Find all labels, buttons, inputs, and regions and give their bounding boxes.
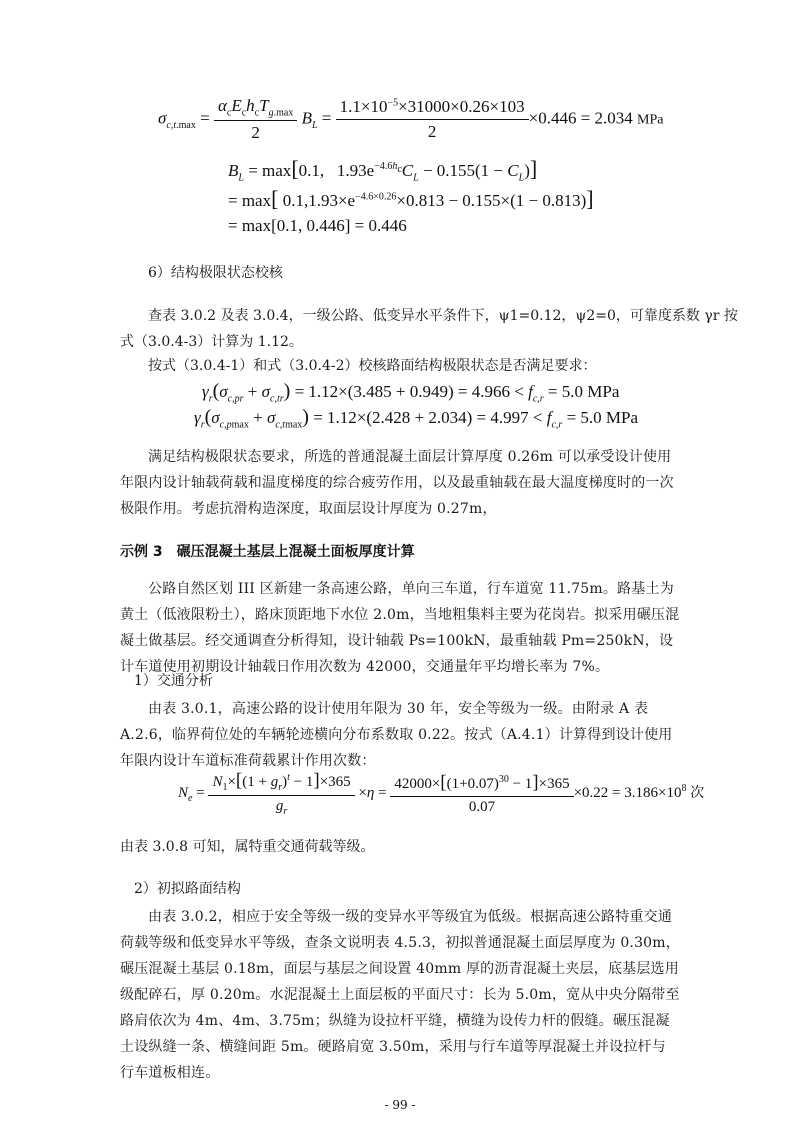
- example-3-intro: 公路自然区划 III 区新建一条高速公路，单向三车道，行车道宽 11.75m。路基土为黄土（低液限粉土），路床顶距地下水位 2.0m，当地粗集料主要为花岗岩。拟采用碾压混凝土做基层。经交通调查分析得知，设计轴载 Ps=100kN，最重轴载 Pm=250kN，设计车道使用初期设计轴载日作用次数为 42000，交通量年平均增长率为 7%。: [120, 581, 680, 675]
- page-number: - 99 -: [384, 1098, 416, 1112]
- subsection-2-text: 由表 3.0.2，相应于安全等级一级的变异水平等级宜为低级。根据高速公路特重交通荷载等级和低变异水平等级，查条文说明表 4.5.3，初拟普通混凝土面层厚度为 0.30m，碾压混凝土基层 0.18m，面层与基层之间设置 40mm 厚的沥青混凝土夹层，底基层选用级配碎石，厚 0.20m。水泥混凝土上面层板的平面尺寸：长为 5.0m，宽从中央分隔带至路肩依次为 4m、4m、3.75m；纵缝为设拉杆平缝，横缝为设传力杆的假缝。碾压混凝土设纵缝一条、横缝间距 5m。硬路肩宽 3.50m，采用与行车道等厚混凝土并设拉杆与行车道板相连。: [120, 909, 680, 1081]
- formula-bl-line3: = max[0.1, 0.446] = 0.446: [228, 216, 407, 235]
- formula-ne: $N_e$ = $\frac{N_1\times[(1 + g_r)^t - 1]\times 365}{g_r}$ ×η = $\frac{42000\times[(1+0.07)^{30} - 1]\times 365}{0.07}$ $\times 0.22 = 3.186\times 10^8$ 次: [178, 770, 705, 817]
- formula-bl-line1: $B_L = \max[0.1$, $1.93e^{-4.6h_c}C_L - 0.155(1 - C_L)$]: [228, 156, 538, 184]
- formula-check-1: $\gamma_r(\sigma_{c,pr} + \sigma_{c,tr}) = 1.12\times(3.485 + 0.949) = 4.966 < f_{c,r} = 5.0$ MPa: [202, 380, 620, 405]
- section-6-para1-line2: 式（3.0.4-3）计算为 1.12。: [120, 334, 303, 350]
- subsection-1-after: 由表 3.0.8 可知，属特重交通荷载等级。: [120, 839, 375, 855]
- section-6-para1-line1: 查表 3.0.2 及表 3.0.4，一级公路、低变异水平条件下，ψ1=0.12，ψ2=0，可靠度系数 γr 按: [148, 308, 738, 324]
- subsection-1-text: 由表 3.0.1，高速公路的设计使用年限为 30 年，安全等级为一级。由附录 A 表 A.2.6，临界荷位处的车辆轮迹横向分布系数取 0.22。按式（A.4.1）计算得到设计使用年限内设计车道标准荷载累计作用次数：: [120, 701, 673, 769]
- example-3-heading: 示例 3 碾压混凝土基层上混凝土面板厚度计算: [120, 544, 415, 560]
- formula-sigma-ct-max: $\sigma_{c,t.max}$ = $\frac{\alpha_cE_ch_cT_{g.max}}{2}$ $B_L$ = $\frac{1.1\times 10^{-5}\times 31000\times 0.26\times 103}{2}$ ×0.446 = 2.034 MPa: [158, 96, 664, 143]
- section-6-conclusion: 满足结构极限状态要求，所选的普通混凝土面层计算厚度 0.26m 可以承受设计使用年限内设计轴载荷载和温度梯度的综合疲劳作用，以及最重轴载在最大温度梯度时的一次极限作用。考虑抗滑构造深度，取面层设计厚度为 0.27m，: [120, 449, 674, 517]
- formula-bl-line2: = max[ $0.1,1.93\times e^{-4.6\times 0.26}\times 0.813 - 0.155\times(1 - 0.813)$]: [228, 186, 594, 211]
- section-6-para2-line1: 按式（3.0.4-1）和式（3.0.4-2）校核路面结构极限状态是否满足要求：: [148, 358, 597, 374]
- section-6-title: 6）结构极限状态校核: [148, 265, 283, 281]
- subsection-1-title: 1）交通分析: [134, 673, 213, 689]
- formula-check-2: $\gamma_r(\sigma_{c,pmax} + \sigma_{c,tmax}) = 1.12\times(2.428 + 2.034) = 4.997 < f_{c,r} = 5.0$ MPa: [194, 406, 639, 431]
- subsection-2-title: 2）初拟路面结构: [134, 881, 241, 897]
